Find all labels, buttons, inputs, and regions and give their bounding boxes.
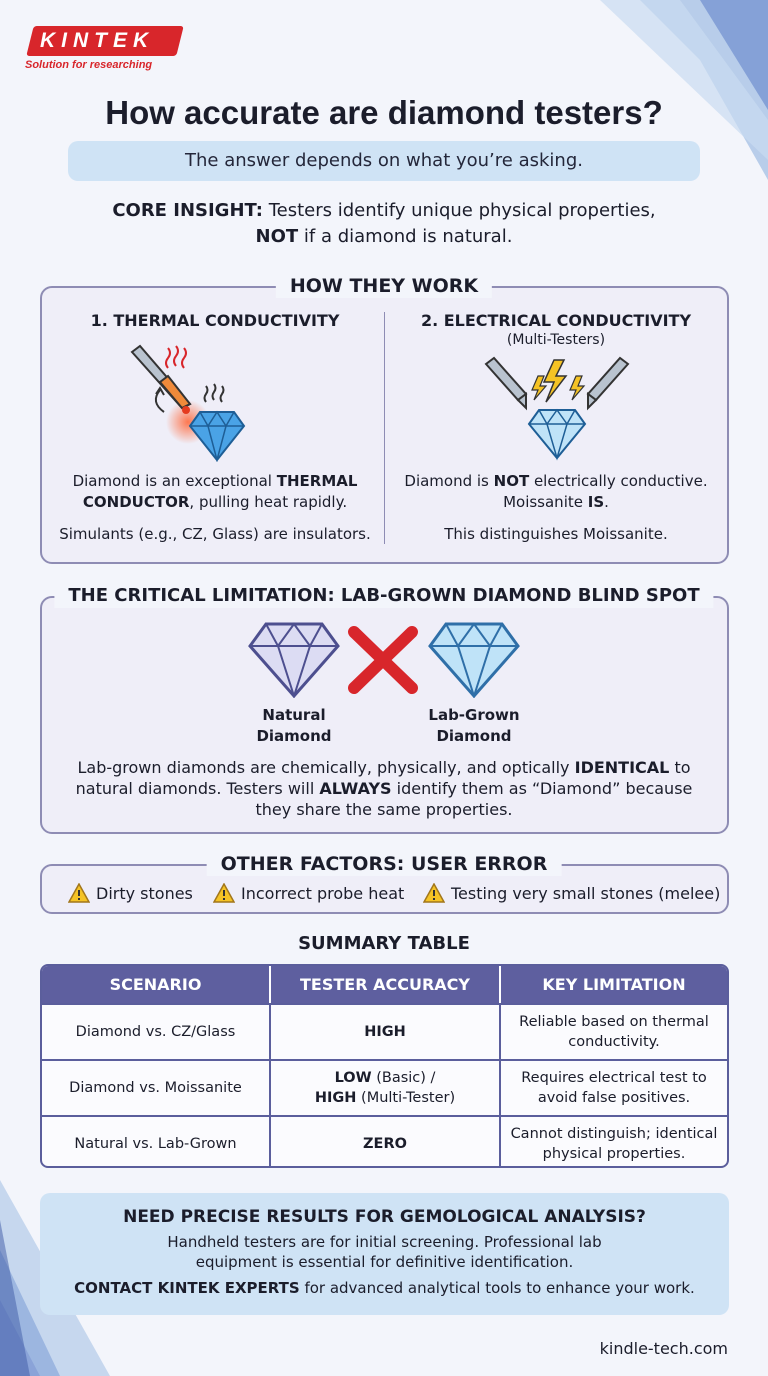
logo-text: KINTEK xyxy=(40,29,155,52)
how-they-work-title: HOW THEY WORK xyxy=(276,274,492,298)
column-header-limitation: KEY LIMITATION xyxy=(542,975,686,994)
page-subtitle: The answer depends on what you’re asking. xyxy=(68,141,700,181)
scenario-cell: Natural vs. Lab-Grown xyxy=(42,1117,271,1168)
summary-table-title: SUMMARY TABLE xyxy=(298,933,470,954)
accuracy-cell: HIGH xyxy=(271,1005,501,1059)
accuracy-cell: LOW (Basic) / HIGH (Multi-Tester) xyxy=(271,1061,501,1115)
column-header-scenario: SCENARIO xyxy=(42,966,271,1003)
cta-text: Handheld testers are for initial screening. Professional lab equipment is essential for definitive identification. xyxy=(167,1233,602,1271)
warning-icon xyxy=(213,883,235,903)
electrical-probes-icon xyxy=(480,356,634,462)
limitation-cell: Requires electrical test to avoid false positives. xyxy=(521,1070,707,1106)
natural-diamond-icon xyxy=(248,622,340,698)
user-error-title: OTHER FACTORS: USER ERROR xyxy=(207,852,562,876)
cta-title: NEED PRECISE RESULTS FOR GEMOLOGICAL ANALYSIS? xyxy=(123,1207,646,1227)
table-row xyxy=(42,1003,727,1059)
lab-grown-diamond-icon xyxy=(428,622,520,698)
thermal-heading: 1. THERMAL CONDUCTIVITY xyxy=(90,311,340,330)
lab-grown-diamond-label: Lab-Grown Diamond xyxy=(428,706,520,745)
electrical-note: This distinguishes Moissanite. xyxy=(444,525,668,543)
page-title: How accurate are diamond testers? xyxy=(105,94,663,131)
column-header-accuracy: TESTER ACCURACY xyxy=(271,966,501,1003)
footer-url-link[interactable]: kindle-tech.com xyxy=(599,1339,728,1358)
user-error-item: Testing very small stones (melee) xyxy=(423,883,720,903)
user-error-item: Incorrect probe heat xyxy=(213,883,404,903)
not-equal-x-icon xyxy=(346,624,420,696)
electrical-heading: 2. ELECTRICAL CONDUCTIVITY xyxy=(420,311,692,330)
limitation-description: Lab-grown diamonds are chemically, physically, and optically IDENTICAL to natural diamonds. Testers will ALWAYS identify them as “Diamond” because they share the same properties. xyxy=(75,758,693,819)
scenario-cell: Diamond vs. Moissanite xyxy=(42,1061,271,1115)
summary-table xyxy=(40,964,729,1168)
kintek-logo[interactable] xyxy=(22,26,182,76)
logo-tagline: Solution for researching xyxy=(25,59,153,71)
core-insight: CORE INSIGHT: Testers identify unique physical properties, NOT if a diamond is natural. xyxy=(112,200,656,247)
limitation-cell: Cannot distinguish; identical physical properties. xyxy=(510,1126,718,1162)
scenario-cell: Diamond vs. CZ/Glass xyxy=(42,1005,271,1059)
warning-icon xyxy=(423,883,445,903)
limitation-cell: Reliable based on thermal conductivity. xyxy=(519,1014,709,1050)
warning-icon xyxy=(68,883,90,903)
natural-diamond-label: Natural Diamond xyxy=(256,706,332,745)
table-row xyxy=(42,1059,727,1115)
user-error-item: Dirty stones xyxy=(68,883,193,903)
cta-contact[interactable]: CONTACT KINTEK EXPERTS for advanced analytical tools to enhance your work. xyxy=(74,1279,695,1297)
thermal-probe-icon xyxy=(120,342,260,462)
thermal-note: Simulants (e.g., CZ, Glass) are insulators. xyxy=(59,525,371,543)
thermal-description: Diamond is an exceptional THERMAL CONDUCTOR, pulling heat rapidly. xyxy=(72,472,358,511)
electrical-subheading: (Multi-Testers) xyxy=(506,332,606,348)
table-row xyxy=(42,1115,727,1168)
call-to-action-box xyxy=(40,1193,729,1315)
accuracy-cell: ZERO xyxy=(271,1117,501,1168)
electrical-description: Diamond is NOT electrically conductive. Moissanite IS. xyxy=(404,472,708,511)
panel-divider xyxy=(384,312,385,544)
table-header xyxy=(42,966,727,1003)
limitation-title: THE CRITICAL LIMITATION: LAB-GROWN DIAMOND BLIND SPOT xyxy=(54,584,713,608)
